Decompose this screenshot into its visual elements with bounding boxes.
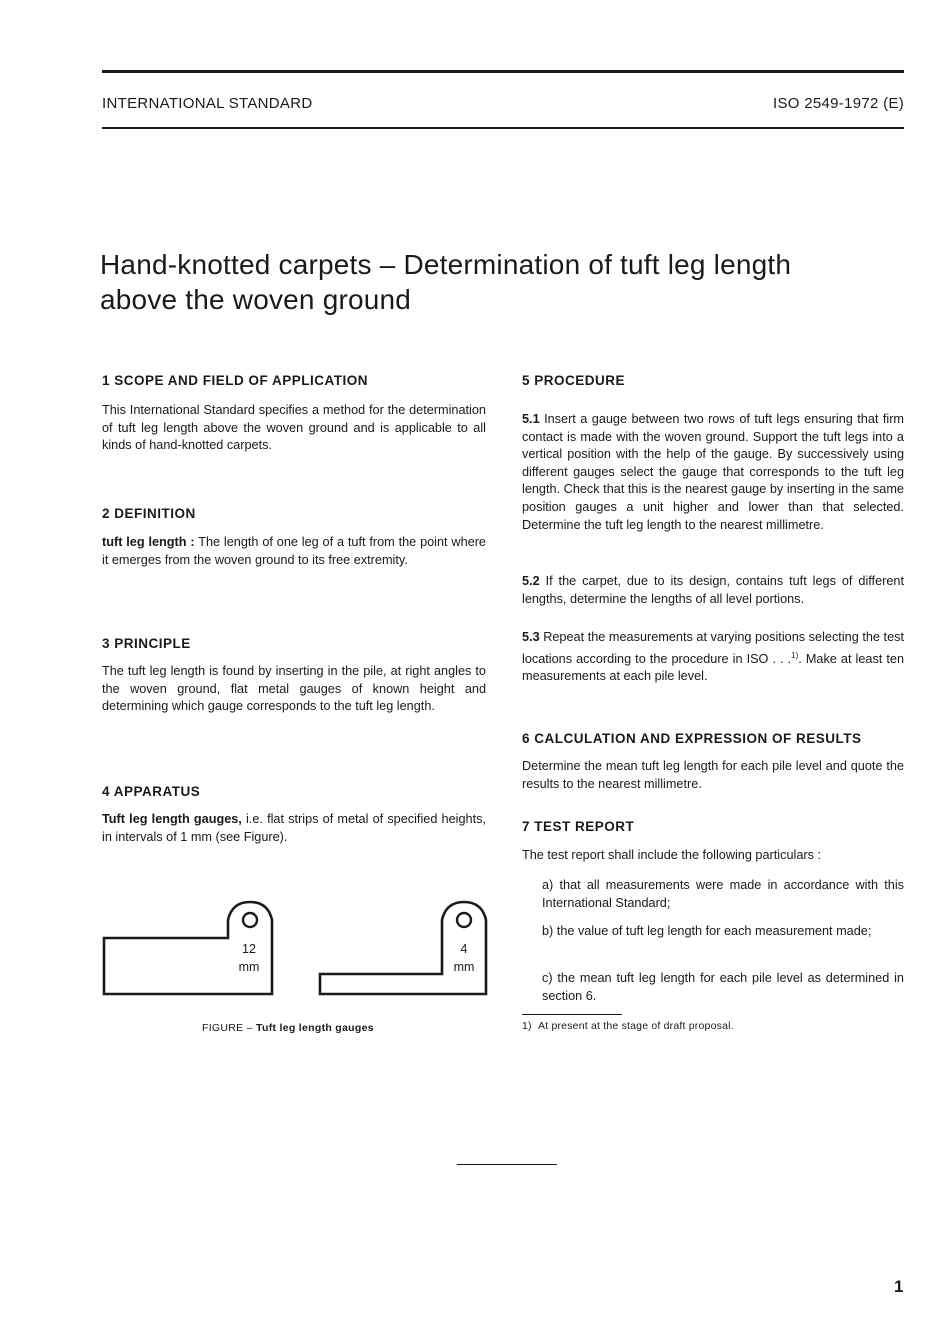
section-5-1-text [522, 411, 904, 534]
section-5-3-text [522, 629, 904, 686]
section-2-heading: 2 DEFINITION [102, 506, 196, 521]
section-3-text: The tuft leg length is found by inserting in the pile, at right angles to the woven ground, flat metal gauges of known height and determining which gauge corresponds to the tuft leg length. [102, 664, 486, 714]
section-6-text: Determine the mean tuft leg length for each pile level and quote the results to the nearest millimetre. [522, 759, 904, 791]
gauge-12mm-value: 12 [242, 942, 256, 956]
section-5-heading: 5 PROCEDURE [522, 373, 626, 388]
section-6-heading: 6 CALCULATION AND EXPRESSION OF RESULTS [522, 731, 862, 746]
figure-caption-prefix: FIGURE – [202, 1022, 257, 1034]
footnote-ref: 1) [791, 650, 799, 660]
clause-5-2-body: If the carpet, due to its design, contains tuft legs of different lengths, determine the lengths of all level portions. [522, 574, 904, 606]
section-3-heading: 3 PRINCIPLE [102, 636, 191, 651]
apparatus-body: i.e. flat strips of metal of specified heights, in intervals of 1 mm (see Figure). [102, 812, 486, 844]
section-4-text [102, 811, 486, 846]
gauge-4mm-unit: mm [453, 960, 475, 974]
clause-5-3-body-a: Repeat the measurements at varying positions selecting the test locations according to the procedure in ISO . . . [522, 630, 904, 666]
bottom-center-rule [457, 1164, 557, 1165]
clause-5-1-body: Insert a gauge between two rows of tuft legs ensuring that firm contact is made with the woven ground. Support the tuft legs into a vertical position with the help of the gauge. By successively using different gauges select the gauge that corresponds to the tuft leg length. Check that this is the nearest gauge by inserting in the same position gauges a unit higher and lower than that selected. Determine the tuft leg length to the nearest millimetre. [522, 412, 904, 532]
figure-caption [202, 1022, 374, 1034]
section-1-heading: 1 SCOPE AND FIELD OF APPLICATION [102, 373, 369, 388]
footnote-text: At present at the stage of draft proposal. [538, 1020, 734, 1032]
clause-5-3-number: 5.3 [522, 630, 540, 644]
footnote-rule [522, 1014, 622, 1015]
gauge-12mm-label [224, 940, 274, 976]
clause-5-1-number: 5.1 [522, 412, 540, 426]
definition-term: tuft leg length : [102, 535, 195, 549]
gauge-4mm-hole [457, 913, 471, 927]
section-7-intro: The test report shall include the following particulars : [522, 848, 822, 862]
gauge-figure [100, 898, 492, 1002]
title-line-2: above the woven ground [100, 284, 412, 315]
definition-body: The length of one leg of a tuft from the point where it emerges from the woven ground to its free extremity. [102, 535, 486, 567]
gauge-4mm-value: 4 [460, 942, 468, 956]
gauge-4mm-label [439, 940, 489, 976]
clause-5-2-number: 5.2 [522, 574, 540, 588]
clause-5-3-body-b: . Make at least ten measurements at each pile level. [522, 651, 905, 684]
section-7-heading: 7 TEST REPORT [522, 819, 635, 834]
header-top-rule [102, 70, 904, 73]
header-left: INTERNATIONAL STANDARD [102, 95, 313, 112]
footnote [522, 1020, 734, 1032]
page-number: 1 [894, 1277, 904, 1296]
report-item-c: c) the mean tuft leg length for each pile level as determined in section 6. [542, 971, 904, 1003]
section-1-text: This International Standard specifies a method for the determination of tuft leg length above the woven ground and is applicable to all kinds of hand-knotted carpets. [102, 403, 486, 453]
gauge-12mm-unit: mm [238, 960, 260, 974]
apparatus-term: Tuft leg length gauges, [102, 812, 242, 826]
gauge-12mm-hole [243, 913, 257, 927]
section-4-heading: 4 APPARATUS [102, 784, 201, 799]
header-bottom-rule [102, 127, 904, 129]
figure-caption-title: Tuft leg length gauges [256, 1022, 374, 1034]
footnote-mark: 1) [522, 1020, 532, 1032]
report-item-b: b) the value of tuft leg length for each measurement made; [542, 924, 872, 938]
report-item-a: a) that all measurements were made in accordance with this International Standard; [542, 878, 904, 910]
header-right: ISO 2549-1972 (E) [772, 95, 904, 112]
document-title [100, 247, 900, 317]
section-5-2-text [522, 573, 904, 608]
title-line-1: Hand-knotted carpets – Determination of tuft leg length [100, 249, 792, 280]
section-2-text [102, 534, 486, 569]
